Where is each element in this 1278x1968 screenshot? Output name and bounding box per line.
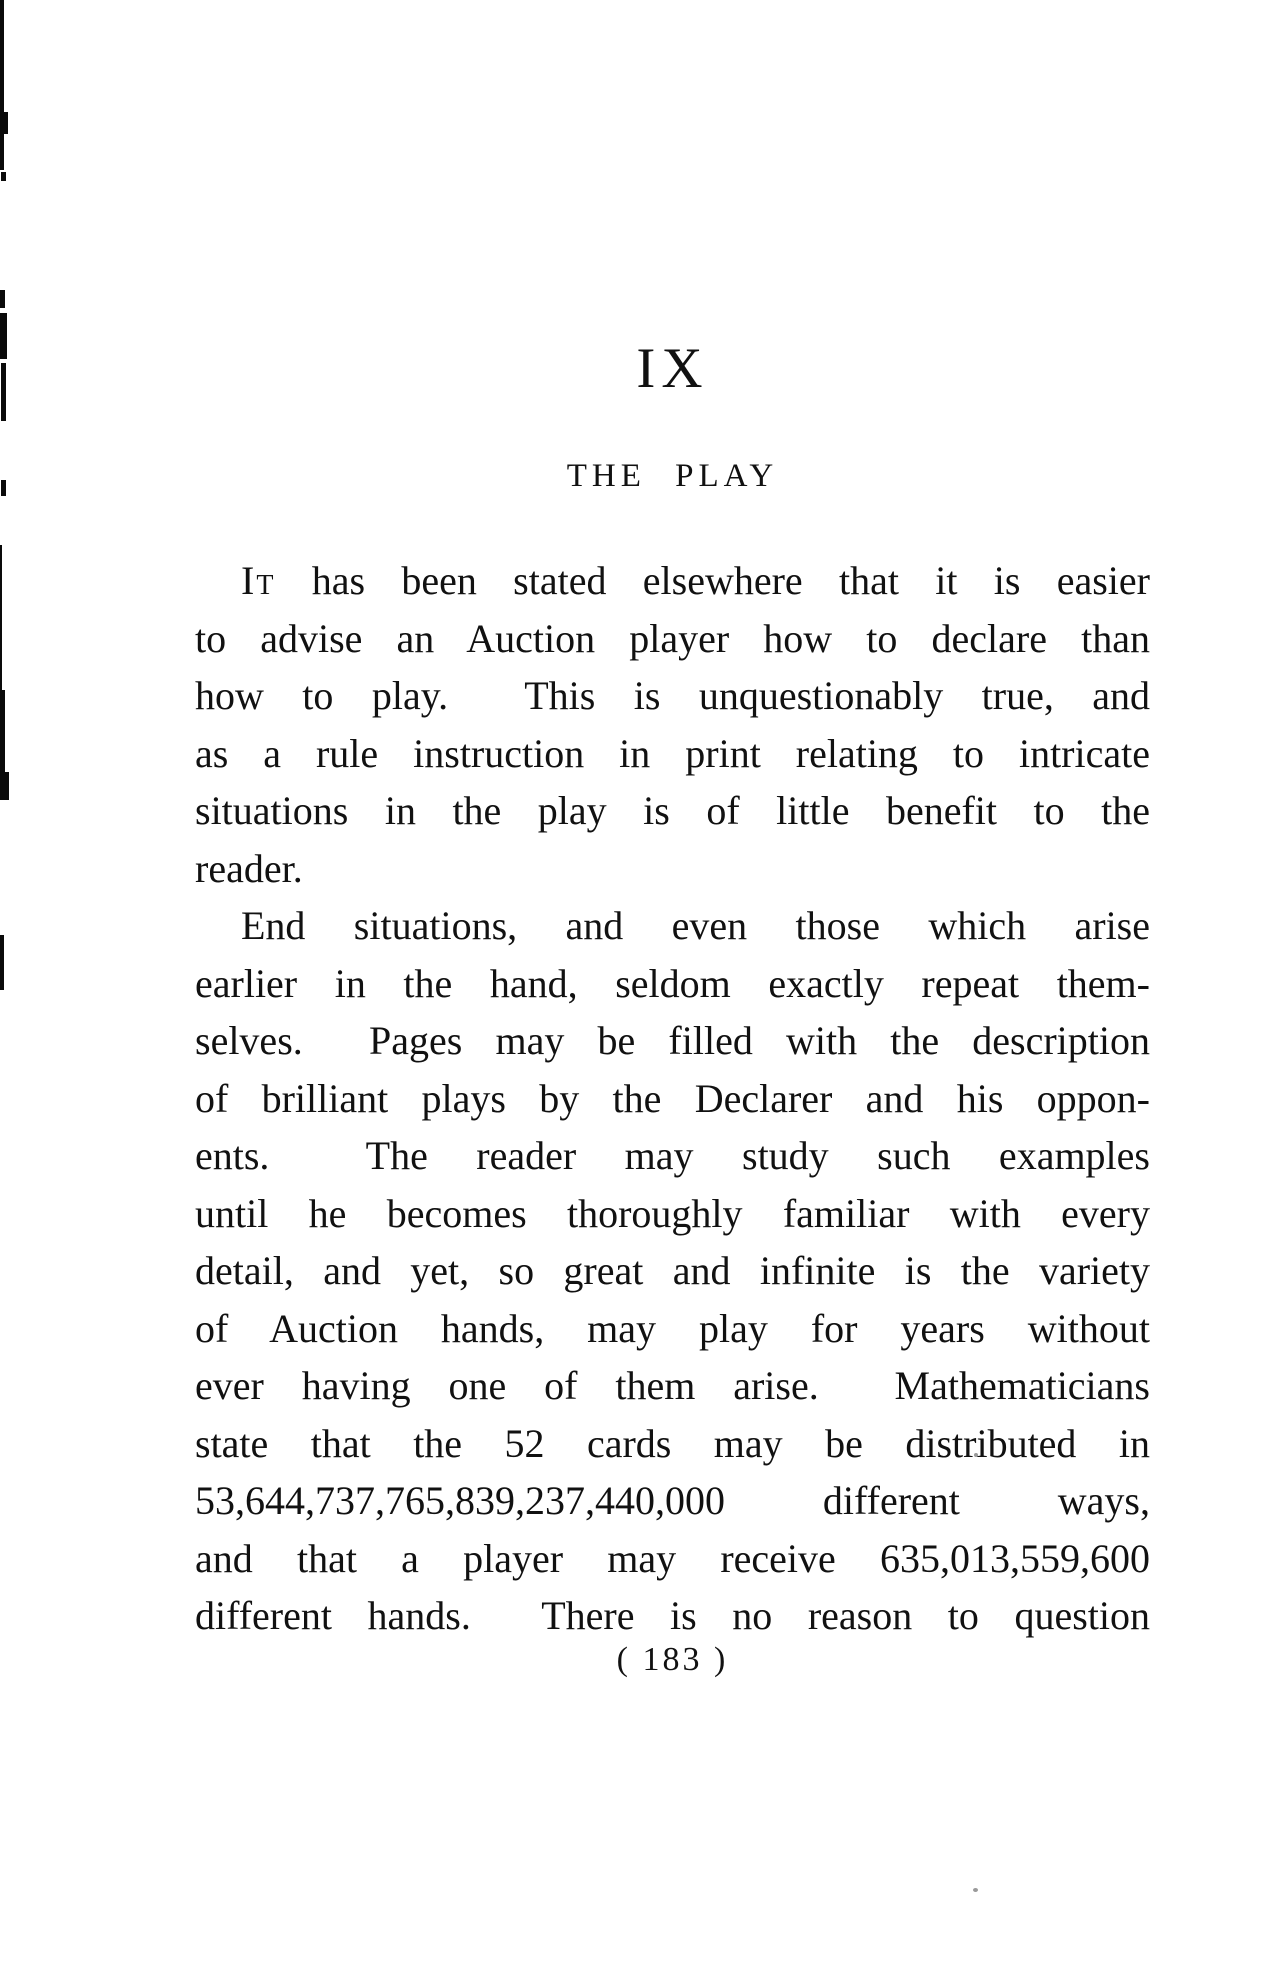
scan-artifact <box>0 772 9 800</box>
text-line: of Auction hands, may play for years without <box>195 1305 1150 1351</box>
scan-artifact <box>1 172 6 181</box>
text-line: state that the 52 cards may be distributed in <box>195 1420 1150 1466</box>
text-line: It has been stated elsewhere that it is easier <box>241 558 1150 603</box>
scan-artifact <box>0 935 4 990</box>
text-line: and that a player may receive 635,013,559,600 <box>195 1535 1150 1581</box>
text-line: earlier in the hand, seldom exactly repeat them- <box>195 960 1150 1006</box>
text-line: detail, and yet, so great and infinite is the variety <box>195 1248 1150 1293</box>
text-line: 53,644,737,765,839,237,440,000 different ways, <box>195 1478 1150 1523</box>
scan-artifact <box>1 480 6 496</box>
scan-artifact <box>0 313 7 359</box>
scan-artifact <box>973 1888 978 1892</box>
text-line: to advise an Auction player how to declare than <box>195 615 1150 661</box>
text-line: End situations, and even those which arise <box>241 903 1150 948</box>
scan-artifact <box>0 112 8 134</box>
text-line: until he becomes thoroughly familiar with every <box>195 1190 1150 1236</box>
scan-artifact <box>0 0 4 170</box>
scan-artifact <box>0 290 5 308</box>
text-line: situations in the play is of little benefit to the <box>195 788 1150 833</box>
small-caps-lead: It <box>241 558 276 603</box>
text-line: reader. <box>195 845 303 891</box>
page-title: THE PLAY <box>566 458 779 494</box>
body-text <box>195 552 1150 1645</box>
page-number: ( 183 ) <box>616 1641 729 1678</box>
text-line: of brilliant plays by the Declarer and his oppon- <box>195 1075 1150 1121</box>
text-line: ever having one of them arise. Mathematicians <box>195 1363 1150 1408</box>
text-line: as a rule instruction in print relating to intricate <box>195 730 1150 776</box>
text-line: ents. The reader may study such examples <box>195 1133 1150 1178</box>
text-line: different hands. There is no reason to question <box>195 1593 1150 1638</box>
text-line: how to play. This is unquestionably true, and <box>195 673 1150 718</box>
chapter-heading: IX <box>636 337 709 400</box>
scan-artifact <box>0 690 5 785</box>
scan-artifact <box>1 363 6 421</box>
text-line: selves. Pages may be filled with the description <box>195 1018 1150 1063</box>
